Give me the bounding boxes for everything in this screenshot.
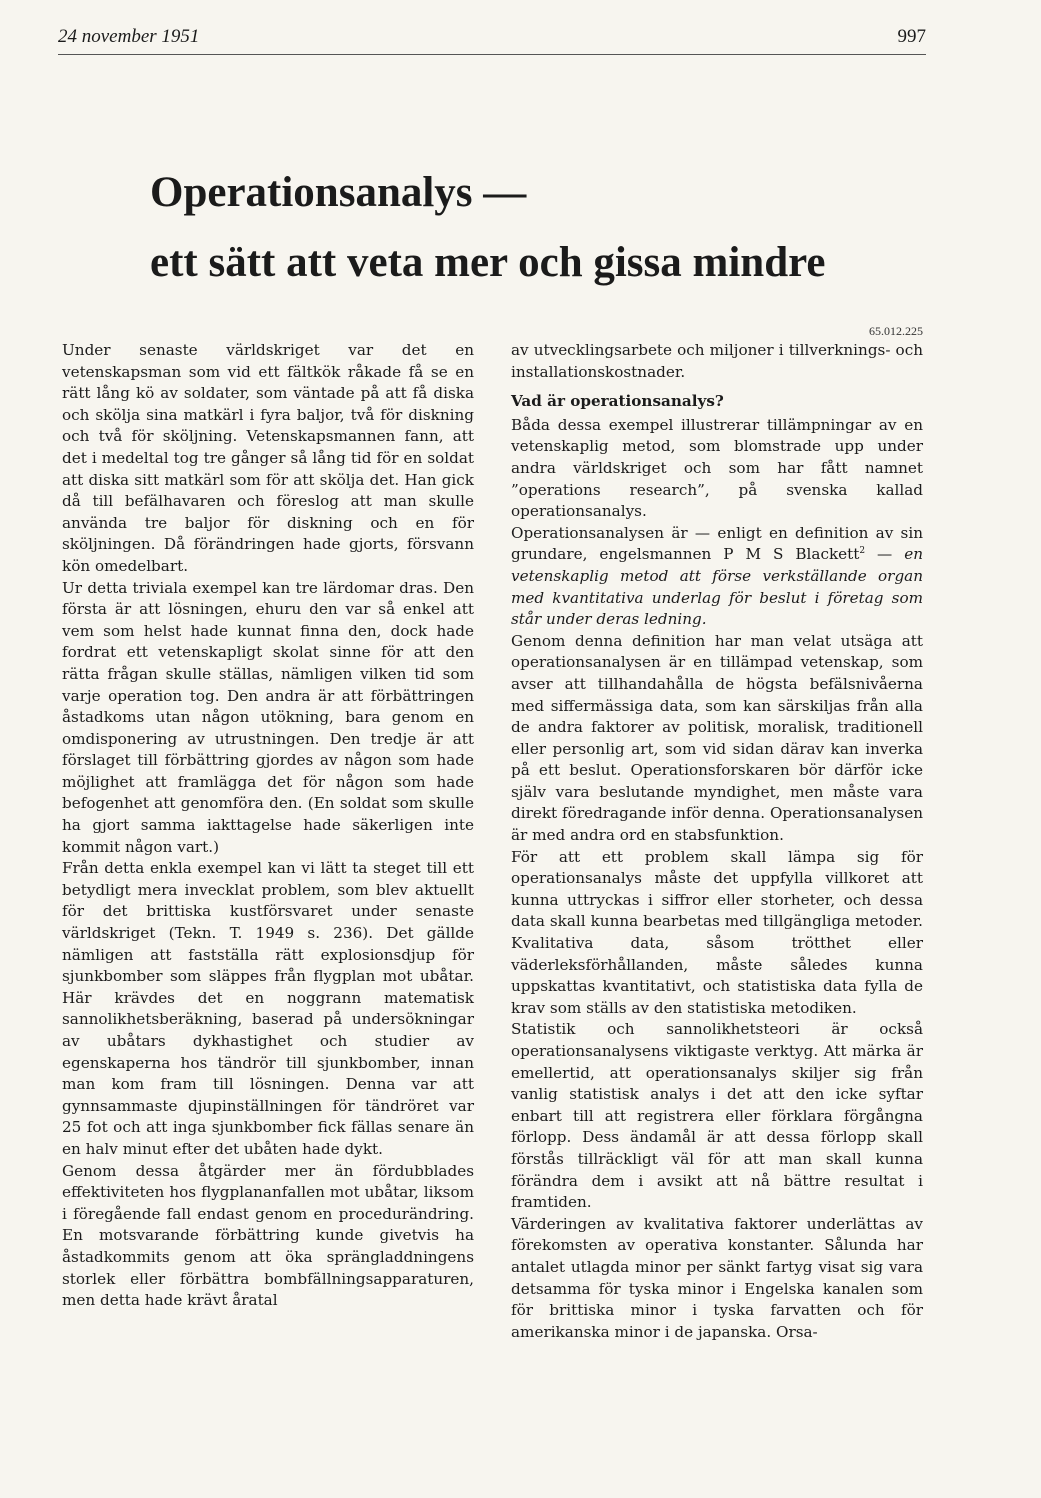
paragraph: Genom dessa åtgärder mer än fördubblades effektiviteten hos flygplananfallen mot ubåtar, liksom i föregående fall endast genom en procedurändring. En motsvarande förbättring kunde givetvis ha åstadkommits genom att öka sprängladdningens storlek eller förbättra bombfällningsapparaturen, men detta hade krävt åratal	[62, 1161, 474, 1310]
paragraph-definition	[511, 523, 923, 631]
left-column	[62, 340, 474, 1312]
paragraph: av utvecklingsarbete och miljoner i tillverknings- och installationskostnader.	[511, 341, 923, 381]
article-title: Operationsanalys —	[150, 169, 527, 216]
section-heading: Vad är operationsanalys?	[511, 392, 724, 411]
footnote-mark: 2	[859, 546, 866, 557]
page-header	[58, 24, 926, 55]
classification-code: 65.012.225	[869, 324, 923, 338]
right-column	[511, 322, 923, 1343]
paragraph: Under senaste världskriget var det en vetenskapsman som vid ett fältkök råkade få se en rätt lång kö av soldater, som väntade på att få diska och skölja sina matkärl i fyra baljor, två för diskning och två för sköljning. Vetenskapsmannen fann, att det i medeltal tog tre gånger så lång tid för en soldat att diska sitt matkärl som för att skölja det. Han gick då till befälhavaren och föreslog att man skulle använda tre baljor för diskning och en för sköljningen. Då förändringen hade gjorts, försvann kön omedelbart.	[62, 341, 474, 575]
issue-date: 24 november 1951	[58, 26, 200, 47]
article-subtitle: ett sätt att veta mer och gissa mindre	[150, 239, 826, 286]
definition-dash: —	[865, 545, 905, 564]
paragraph: Statistik och sannolikhetsteori är också operationsanalysens viktigaste verktyg. Att märka är emellertid, att operationsanalys skiljer sig från vanlig statistisk analys i det att den icke syftar enbart till att registrera eller förklara förgångna förlopp. Dess ändamål är att dessa förlopp skall förstås tillräckligt väl för att man skall kunna förändra dem i avsikt att nå bättre resultat i framtiden.	[511, 1020, 923, 1212]
definition-quote: en vetenskaplig metod att förse verkställande organ med kvantitativa underlag för beslut i företag som står under deras ledning.	[511, 545, 923, 629]
definition-lead: Operationsanalysen är — enligt en definition av sin grundare, engelsmannen P M S Blackett	[511, 523, 923, 564]
paragraph: Ur detta triviala exempel kan tre lärdomar dras. Den första är att lösningen, ehuru den var så enkel att vem som helst hade kunnat finna den, dock hade fordrat ett vetenskapligt skolat sinne för att den rätta frågan skulle ställas, nämligen vilken tid som varje operation tog. Den andra är att förbättringen åstadkoms utan någon utökning, bara genom en omdisponering av utrustningen. Den tredje är att förslaget till förbättring gjordes av någon som hade möjlighet att framlägga det för någon som hade befogenhet att genomföra den. (En soldat som skulle ha gjort samma iakttagelse hade säkerligen inte kommit någon vart.)	[62, 578, 474, 856]
paragraph: För att ett problem skall lämpa sig för operationsanalys måste det uppfylla villkoret att kunna uttryckas i siffror eller storheter, och dessa data skall kunna bearbetas med tillgängliga metoder. Kvalitativa data, såsom trötthet eller väderleksförhållanden, måste således kunna uppskattas kvantitativt, och statistiska data fylla de krav som ställs av den statistiska metodiken.	[511, 847, 923, 1017]
page-number: 997	[897, 26, 926, 47]
paragraph: Båda dessa exempel illustrerar tillämpningar av en vetenskaplig metod, som blomstrade upp under andra världskriget och som har fått namnet ”operations research”, på svenska kallad operationsanalys.	[511, 415, 923, 521]
paragraph: Värderingen av kvalitativa faktorer underlättas av förekomsten av operativa konstanter. Sålunda har antalet utlagda minor per sänkt fartyg visat sig vara detsamma för tyska minor i Engelska kanalen som för brittiska minor i tyska farvatten och för amerikanska minor i de japanska. Orsa-	[511, 1214, 923, 1341]
paragraph: Från detta enkla exempel kan vi lätt ta steget till ett betydligt mera invecklat problem, som blev aktuellt för det brittiska kustförsvaret under senaste världskriget (Tekn. T. 1949 s. 236). Det gällde nämligen att fastställa rätt explosionsdjup för sjunkbomber som släppes från flygplan mot ubåtar. Här krävdes det en noggrann matematisk sannolikhetsberäkning, baserad på undersökningar av ubåtars dykhastighet och studier av egenskaperna hos tändrör till sjunkbomber, innan man kom fram till lösningen. Denna var att gynnsammaste djupinställningen för tändröret var 25 fot och att inga sjunkbomber fick fällas senare än en halv minut efter det ubåten hade dykt.	[62, 859, 474, 1158]
paragraph: Genom denna definition har man velat utsäga att operationsanalysen är en tillämpad vetenskap, som avser att tillhandahålla de högsta befälsnivåerna med siffermässiga data, som kan särskiljas från alla de andra faktorer av politisk, moralisk, traditionell eller personlig art, som vid sidan därav kan inverka på ett beslut. Operationsforskaren bör därför icke själv vara beslutande myndighet, men måste vara direkt föredragande inför denna. Operationsanalysen är med andra ord en stabsfunktion.	[511, 631, 923, 845]
